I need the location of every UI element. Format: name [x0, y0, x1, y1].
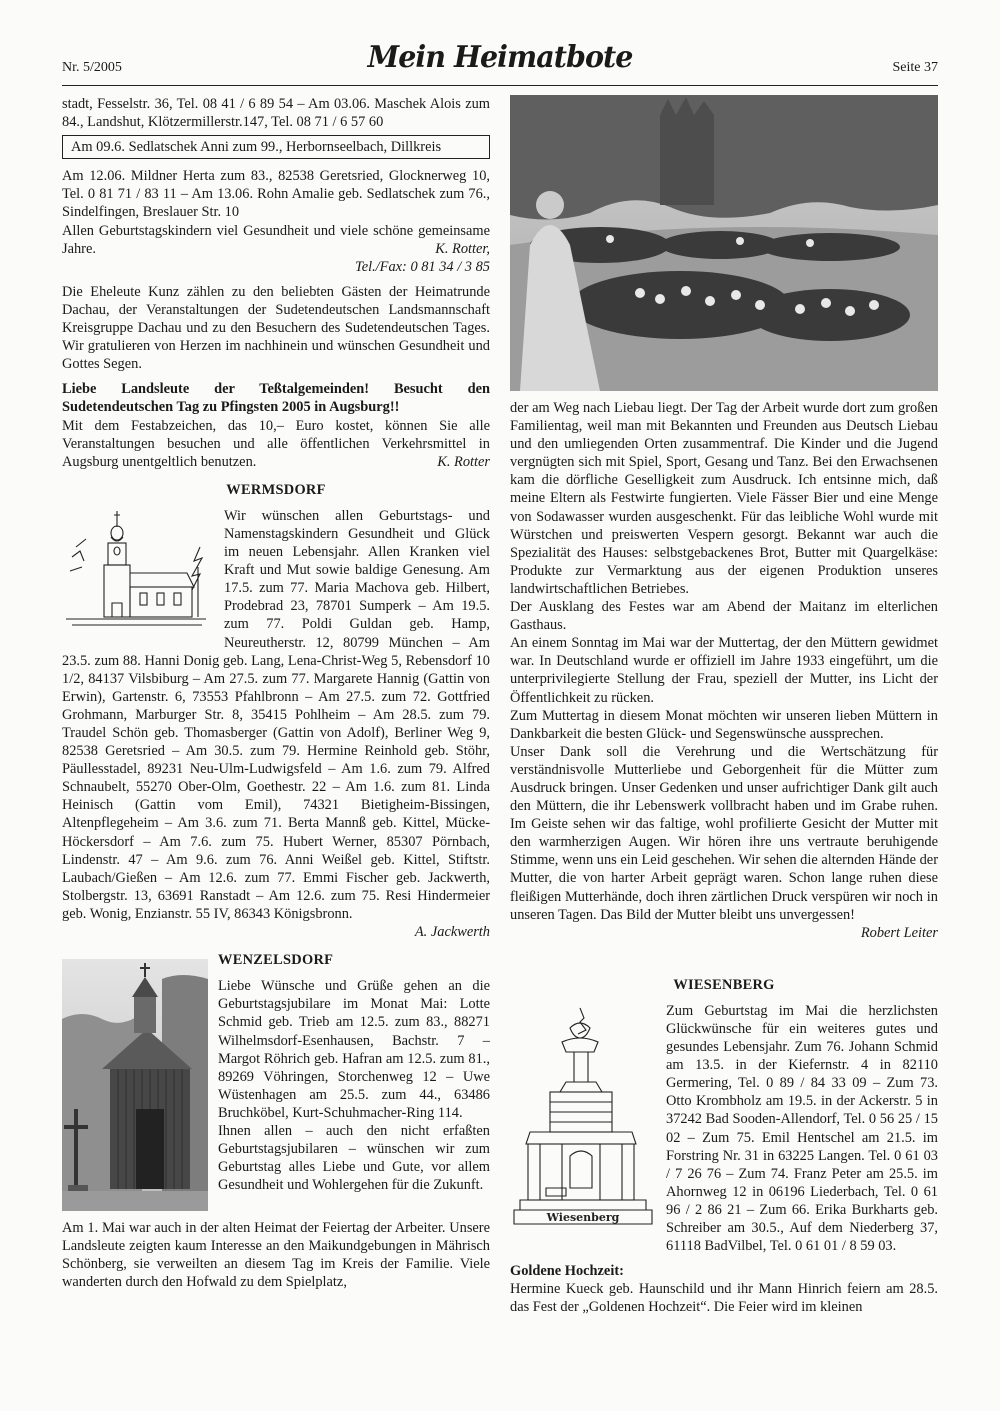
- signature-appeal: K. Rotter: [437, 453, 490, 470]
- wiesenberg-label: Wiesenberg: [546, 1210, 620, 1224]
- left-column: [62, 95, 490, 1292]
- appeal-paragraph: [62, 417, 490, 471]
- mai-paragraph: Am 1. Mai war auch in der alten Heimat der Feiertag der Arbeiter. Unsere Landsleute zeigten kaum Interesse an den Maikundgebungen in Mährisch Schönberg, sie verweilten an diesem Tag im Kreis der Familie. Viele wanderten durch den Hofwald zu dem Spielplatz,: [62, 1220, 490, 1291]
- wishes-paragraph: [62, 222, 490, 258]
- magazine-title: Mein Heimatbote: [367, 40, 633, 75]
- right-column: [510, 95, 938, 1317]
- muttertag-paragraph: An einem Sonntag im Mai war der Muttertag, der den Müttern gewidmet war. In Deutschland wurde er offiziell im Jahre 1933 eingeführt, um die unterprivilegierte Stellung der Frau, speziell der Mutter, ins Licht der Öffentlichkeit zu rücken.: [510, 635, 938, 706]
- wenzelsdorf-title: WENZELSDORF: [218, 952, 334, 969]
- wiesenberg-title: WIESENBERG: [673, 976, 775, 993]
- kunz-paragraph: Die Eheleute Kunz zählen zu den beliebten Gästen der Heimatrunde Dachau, der Veranstaltungen der Sudetendeutschen Landsmannschaft Kreisgruppe Dachau und zu den Besuchern des Sudetendeutschen Tages. Wir gratulieren von Herzen im nachhinein und wünschen Gesundheit und Gottes Segen.: [62, 283, 490, 373]
- wermsdorf-text: Wir wünschen allen Geburtstags- und Namenstagskindern Gesundheit und Glück im neuen Lebensjahr. Allen Kranken viel Kraft und Mut sowie baldige Genesung. Am 17.5. zum 77. Maria Machova geb. Hilbert, Prodebrad 23, 78701 Sumperk – Am 19.5. zum 77. Poldi Guldan geb. Hamp, Neureutherstr. 12, 80799 München – Am 23.5. zum 88. Hanni Donig geb. Lang, Lena-Christ-Weg 5, Rebensdorf 10 1/2, 84137 Vilsbiburg – Am 27.5. zum 77. Margarete Hannig (Gattin von Erwin), Gartenstr. 6, 73553 Pfahlbronn – Am 27.5. zum 72. Gottfried Grohmann, Marburger Str. 8, 35415 Pohlheim – Am 28.5. zum 79. Traudel Schön geb. Thomasberger (Gattin von Adolf), Berliner Weg 9, 82538 Geretsried – Am 30.5. zum 79. Hermine Reinhold geb. Stöhr, Päullesstadel, 89231 Neu-Ulm-Ludwigsfeld – Am 1.6. zum 79. Alfred Schnaubelt, 55270 Ober-Olm, Goethestr. 22 – Am 1.6. zum 81. Linda Heinisch (Gattin vom Emil), 74321 Bietigheim-Bissingen, Altenpflegeheim – Am 3.6. zum 71. Berta Mannß geb. Kittel, Mücke-Höckersdorf – Am 7.6. zum 75. Hubert Werner, 85307 Pörnbach, Lindenstr. 47 – Am 9.6. zum 76. Anni Weißel geb. Kittel, Stiftstr. Laubach/Gießen – Am 12.6. zum 77. Emmi Fischer geb. Jackwerth, Stolbergstr. 13, 63691 Ranstadt – Am 12.6. zum 75. Resi Hindermeier geb. Wonig, Enzianstr. 55 IV, 86343 Königsbronn.: [62, 507, 490, 922]
- signature-rotter-tel: Tel./Fax: 0 81 34 / 3 85: [355, 258, 490, 275]
- issue-number: Nr. 5/2005: [62, 60, 122, 75]
- notice-text: Am 09.6. Sedlatschek Anni zum 99., Herbornseelbach, Dillkreis: [71, 139, 442, 156]
- wiesenberg-text: Zum Geburtstag im Mai die herzlichsten Glückwünsche für ein weiteres gutes und gesundes Lebensjahr. Zum 76. Johann Schmid am 13.5. in der Kiefernstr. 4 in 82110 Germering, Tel. 0 89 / 84 33 09 – Zum 73. Otto Krombholz am 19.5. in der Ackerstr. 5 in 37242 Bad Sooden-Allendorf, Tel. 0 56 25 / 15 02 – Zum 75. Emil Hentschel am 21.5. im Forstring Nr. 31 in 63225 Langen. Tel. 0 61 03 / 7 26 76 – Zum 74. Franz Peter am 25.5. im Ahornweg 12 in 06196 Liederbach, Tel. 0 61 96 / 2 86 21 – Zum 66. Erika Burkharts geb. Schreiber am 30.5., Auf dem Niederberg 37, 61118 BadVilbel, Tel. 0 61 01 / 8 59 03.: [666, 1002, 938, 1255]
- intro-paragraph: stadt, Fesselstr. 36, Tel. 08 41 / 6 89 54 – Am 03.06. Maschek Alois zum 84., Landshut, Klötzermillerstr.147, Tel. 08 71 / 6 57 60: [62, 96, 490, 131]
- goldene-hochzeit-title: Goldene Hochzeit:: [510, 1263, 624, 1280]
- dank-paragraph: Unser Dank soll die Verehrung und die Wertschätzung für verständnisvolle Mutterliebe und Geborgenheit für die Mütter zum Ausdruck bringen. Unser Gedenken und unser aufrichtiger Dank gilt auch den Müttern, die ihr Lebenswerk vollbracht haben und im Grabe ruhen. Im Geiste sehen wir das faltige, wohl profilierte Gesicht der Mutter mit den warmherzigen Augen. Wir hören ihre uns vertraute beruhigende Stimme, wenn uns ein Leid geschehen. Wir sehen die alternden Hände der Mutter, die von harter Arbeit geprägt waren. Schon lange ruhen diese fleißigen Mutterhände, doch ihren zärtlichen Druck verspüren wir noch in unseren Tagen. Das Bild der Mutter bleibt uns unvergessen!: [510, 743, 938, 923]
- festival-crowd-photo: [510, 95, 938, 391]
- wermsdorf-title: WERMSDORF: [226, 481, 326, 498]
- birthday-paragraph: Am 12.06. Mildner Herta zum 83., 82538 Geretsried, Glocknerweg 10, Tel. 0 81 71 / 83 11 – Am 13.06. Rohn Amalie geb. Sedlatschek zum 76., Sindelfingen, Breslauer Str. 10: [62, 168, 490, 221]
- zum-muttertag-paragraph: Zum Muttertag in diesem Monat möchten wir unseren lieben Müttern in Dankbarkeit die besten Glück- und Segenswünsche aussprechen.: [510, 707, 938, 742]
- appeal-heading: Liebe Landsleute der Teßtalgemeinden! Besucht den Sudetendeutschen Tag zu Pfingsten 2005 in Augsburg!!: [62, 381, 490, 416]
- signature-rotter: K. Rotter,: [435, 240, 490, 257]
- signature-jackwerth: A. Jackwerth: [414, 924, 490, 941]
- signature-leiter: Robert Leiter: [860, 924, 938, 941]
- church-illustration: [62, 507, 214, 635]
- goldene-hochzeit-text: Hermine Kueck geb. Haunschild und ihr Mann Hinrich feiern am 28.5. das Fest der „Goldenen Hochzeit“. Die Feier wird im kleinen: [510, 1281, 938, 1316]
- page-number: Seite 37: [892, 60, 938, 75]
- chapel-photo: [62, 959, 208, 1211]
- wenzelsdorf-text-2: Ihnen allen – auch den nicht erfaßten Geburtstagsjubilaren – wünschen wir zum Geburtstag alles Liebe und Gute, vor allem Gesundheit und Wohlergehen für die Zukunft.: [218, 1122, 490, 1194]
- appeal-text: Mit dem Festabzeichen, das 10,– Euro kostet, können Sie alle Veranstaltungen besuchen und alle öffentlichen Verkehrsmittel in Augsburg unentgeltlich benutzen.: [62, 417, 490, 470]
- wenzelsdorf-text: Liebe Wünsche und Grüße gehen an die Geburtstagsjubilare im Monat Mai: Lotte Schmid geb. Trieb am 12.5. zum 83., 88271 Wilhelmsdorf-Esenhausen, Bachstr. 7 – Margot Röhrich geb. Hafran am 12.5. zum 81., 89269 Vöhringen, Storchenweg 12 – Uwe Wüstenhagen am 25.5. zum 44., 63486 Bruchköbel, Kurt-Schuhmacher-Ring 114.: [218, 978, 490, 1121]
- ausklang-paragraph: Der Ausklang des Festes war am Abend der Maitanz im elterlichen Gasthaus.: [510, 599, 938, 634]
- notice-box: [62, 135, 490, 159]
- weg-paragraph: der am Weg nach Liebau liegt. Der Tag der Arbeit wurde dort zum großen Familientag, weil man mit Bekannten und Freunden aus Deutsch Liebau und den umliegenden Orten zusammentraf. Die Kinder und die Jugend vergnügten sich mit Spiel, Sport, Gesang und Tanz. Bei den Erwachsenen kam die dörfliche Geselligkeit zum Ausdruck. Ich entsinne mich, daß meine Eltern als Festwirte fungierten. Viele Fässer Bier und eine Menge von Sodawasser wurden ausgeschenkt. Für das leibliche Wohl wurde mit Würstchen und preiswerten Vespern gesorgt. Bekannt war auch die Spezialität des Hauses: selbstgebackenes Brot, Butter mit Quargelkäse: Produkte zur Vermarktung aus der eigenen Produktion unseres landwirtschaftlichen Betriebes.: [510, 400, 938, 597]
- wiesenberg-illustration: [510, 1002, 656, 1234]
- page-header: [62, 36, 938, 86]
- wishes-text: Allen Geburtstagskindern viel Gesundheit und viele schöne gemeinsame Jahre.: [62, 222, 490, 257]
